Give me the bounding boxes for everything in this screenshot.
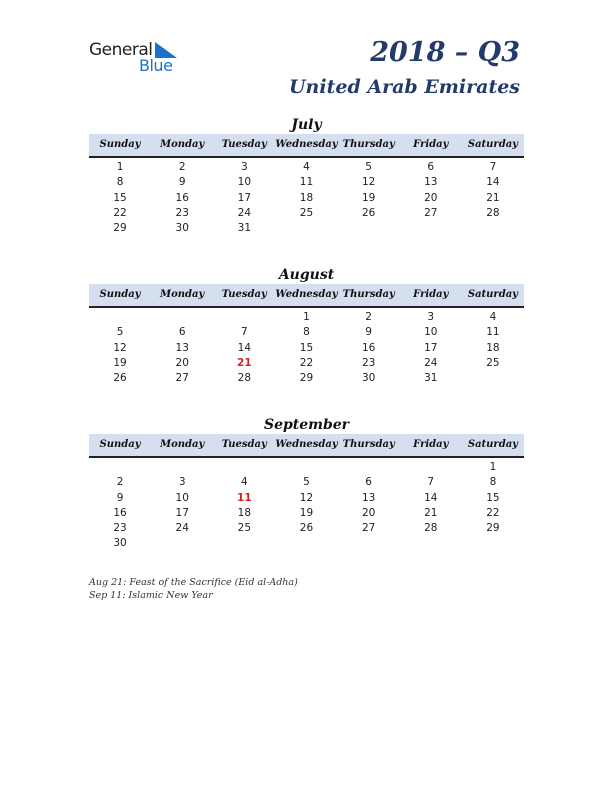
day-cell: 17 — [424, 341, 438, 354]
weekday-header: Monday — [160, 289, 205, 300]
day-cell: 24 — [175, 522, 189, 535]
weekday-header: Saturday — [467, 439, 518, 450]
day-cell: 24 — [424, 356, 438, 369]
day-cell — [275, 221, 337, 236]
day-cell: 16 — [175, 191, 189, 204]
day-cell: 21 — [486, 191, 500, 204]
day-cell: 2 — [178, 161, 186, 173]
day-cell: 25 — [237, 522, 252, 535]
weekday-header: Thursday — [342, 439, 395, 450]
day-cell: 18 — [486, 341, 500, 354]
day-cell: 20 — [361, 506, 376, 519]
day-cell — [462, 536, 524, 551]
day-cell: 25 — [299, 206, 314, 219]
weekday-header: Thursday — [342, 289, 395, 300]
day-cell: 17 — [237, 191, 252, 204]
day-cell: 11 — [299, 176, 314, 189]
month-name: August — [278, 267, 335, 283]
week-row — [89, 341, 524, 356]
day-cell — [338, 221, 400, 236]
week-row — [89, 160, 524, 175]
day-cell — [151, 310, 213, 325]
day-cell: 2 — [116, 476, 124, 489]
day-cell: 12 — [361, 176, 376, 189]
day-cell: 7 — [427, 476, 435, 489]
day-cell: 10 — [175, 491, 189, 504]
week-row — [89, 206, 524, 221]
day-cell — [213, 460, 275, 475]
week-row — [89, 460, 524, 475]
day-cell: 4 — [489, 311, 497, 323]
week-row — [89, 191, 524, 206]
weekday-header: Tuesday — [221, 439, 267, 450]
day-cell: 22 — [113, 206, 127, 219]
day-cell: 22 — [486, 506, 500, 519]
day-cell: 6 — [178, 326, 186, 339]
day-cell: 8 — [303, 326, 310, 339]
weekday-header-row — [89, 284, 524, 308]
weekday-header: Sunday — [99, 289, 141, 300]
day-cell: 30 — [361, 372, 376, 385]
day-cell — [338, 460, 400, 475]
day-cell — [400, 460, 462, 475]
weekday-header: Wednesday — [275, 289, 338, 300]
week-row — [89, 175, 524, 190]
day-cell: 30 — [113, 537, 127, 550]
week-row — [89, 221, 524, 236]
day-cell: 16 — [113, 506, 127, 519]
day-cell: 26 — [361, 206, 376, 219]
logo-text-general: General — [89, 40, 153, 60]
day-cell: 7 — [241, 326, 248, 339]
month-september — [89, 416, 524, 552]
day-cell: 30 — [175, 222, 189, 235]
weekday-header: Friday — [413, 139, 449, 150]
day-cell: 8 — [489, 476, 497, 489]
day-cell: 10 — [237, 176, 252, 189]
week-row — [89, 371, 524, 386]
day-cell: 15 — [299, 341, 314, 354]
day-cell: 3 — [427, 311, 435, 323]
day-cell: 13 — [424, 176, 438, 189]
weekday-header: Friday — [413, 439, 449, 450]
week-row — [89, 475, 524, 490]
day-cell: 16 — [361, 341, 376, 354]
page-subtitle: United Arab Emirates — [288, 76, 520, 98]
day-cell: 26 — [113, 372, 127, 385]
day-cell: 1 — [116, 161, 124, 173]
day-cell: 20 — [175, 356, 189, 369]
weekday-header: Thursday — [342, 139, 395, 150]
weekday-header: Saturday — [467, 139, 518, 150]
day-cell — [462, 221, 524, 236]
day-cell: 23 — [113, 522, 127, 535]
weekday-header: Monday — [160, 439, 205, 450]
day-cell: 19 — [113, 356, 127, 369]
day-cell — [151, 460, 213, 475]
day-cell: 14 — [424, 491, 438, 504]
day-cell: 25 — [486, 356, 500, 369]
day-cell — [400, 221, 462, 236]
day-cell: 19 — [299, 506, 314, 519]
week-row — [89, 325, 524, 340]
day-cell: 26 — [299, 522, 314, 535]
weekday-header: Sunday — [99, 439, 141, 450]
day-cell: 9 — [116, 491, 124, 504]
day-cell: 15 — [486, 491, 500, 504]
day-cell: 29 — [113, 222, 127, 235]
weekday-header-row — [89, 134, 524, 158]
day-cell: 6 — [427, 161, 435, 173]
week-row — [89, 521, 524, 536]
day-cell — [151, 536, 213, 551]
day-cell: 5 — [116, 326, 124, 339]
day-cell: 24 — [237, 206, 252, 219]
day-cell: 4 — [241, 476, 248, 489]
day-cell: 28 — [486, 206, 500, 219]
day-cell: 23 — [361, 356, 376, 369]
day-cell: 2 — [365, 311, 372, 323]
logo-text-blue: Blue — [139, 56, 173, 75]
day-cell: 9 — [365, 326, 372, 339]
day-cell: 22 — [299, 356, 314, 369]
weekday-header-row — [89, 434, 524, 458]
day-cell: 28 — [237, 372, 252, 385]
month-august — [89, 266, 524, 386]
day-cell: 21 — [424, 506, 438, 519]
day-cell: 6 — [365, 476, 372, 489]
day-cell — [462, 371, 524, 386]
week-row — [89, 491, 524, 506]
weekday-header: Saturday — [467, 289, 518, 300]
day-cell: 29 — [299, 372, 314, 385]
week-row — [89, 356, 524, 371]
day-cell: 28 — [424, 522, 438, 535]
holiday-note: Sep 11: Islamic New Year — [89, 590, 213, 601]
day-cell: 27 — [175, 372, 189, 385]
day-cell: 14 — [486, 176, 500, 189]
weekday-header: Tuesday — [221, 289, 267, 300]
day-cell: 18 — [237, 506, 252, 519]
day-cell: 1 — [303, 311, 310, 323]
day-cell: 4 — [303, 161, 310, 173]
week-row — [89, 310, 524, 325]
week-row — [89, 506, 524, 521]
day-cell: 12 — [113, 341, 127, 354]
day-cell: 3 — [178, 476, 186, 489]
day-cell: 10 — [424, 326, 438, 339]
day-cell: 27 — [361, 522, 376, 535]
page-title: 2018 – Q3 — [370, 37, 520, 68]
day-cell — [213, 536, 275, 551]
day-cell: 11 — [486, 326, 500, 339]
holiday-day-cell: 21 — [237, 356, 252, 369]
day-cell: 1 — [489, 461, 497, 473]
day-cell: 15 — [113, 191, 127, 204]
day-cell: 8 — [116, 176, 124, 189]
day-cell: 27 — [424, 206, 438, 219]
day-cell — [275, 536, 337, 551]
day-cell — [275, 460, 337, 475]
day-cell — [89, 460, 151, 475]
month-july — [89, 116, 524, 236]
day-cell: 19 — [361, 191, 376, 204]
weekday-header: Friday — [413, 289, 449, 300]
day-cell: 7 — [489, 161, 497, 173]
day-cell: 5 — [303, 476, 310, 489]
weekday-header: Sunday — [99, 139, 141, 150]
day-cell — [213, 310, 275, 325]
holiday-note: Aug 21: Feast of the Sacrifice (Eid al-Adha) — [89, 577, 298, 588]
logo — [89, 40, 189, 76]
month-name: July — [291, 117, 322, 133]
weekday-header: Wednesday — [275, 139, 338, 150]
day-cell: 3 — [241, 161, 248, 173]
day-cell: 18 — [299, 191, 314, 204]
day-cell: 23 — [175, 206, 189, 219]
weekday-header: Wednesday — [275, 439, 338, 450]
day-cell — [400, 536, 462, 551]
day-cell: 14 — [237, 341, 252, 354]
day-cell: 13 — [361, 491, 376, 504]
week-row — [89, 536, 524, 551]
day-cell: 31 — [424, 372, 438, 385]
day-cell — [338, 536, 400, 551]
day-cell: 29 — [486, 522, 500, 535]
day-cell: 5 — [365, 161, 372, 173]
day-cell: 31 — [237, 222, 252, 235]
holiday-day-cell: 11 — [237, 491, 252, 504]
month-name: September — [263, 417, 350, 433]
day-cell — [89, 310, 151, 325]
day-cell: 13 — [175, 341, 189, 354]
weekday-header: Tuesday — [221, 139, 267, 150]
day-cell: 20 — [424, 191, 438, 204]
day-cell: 9 — [178, 176, 186, 189]
day-cell: 17 — [175, 506, 189, 519]
day-cell: 12 — [299, 491, 314, 504]
holiday-notes — [89, 576, 298, 602]
weekday-header: Monday — [160, 139, 205, 150]
